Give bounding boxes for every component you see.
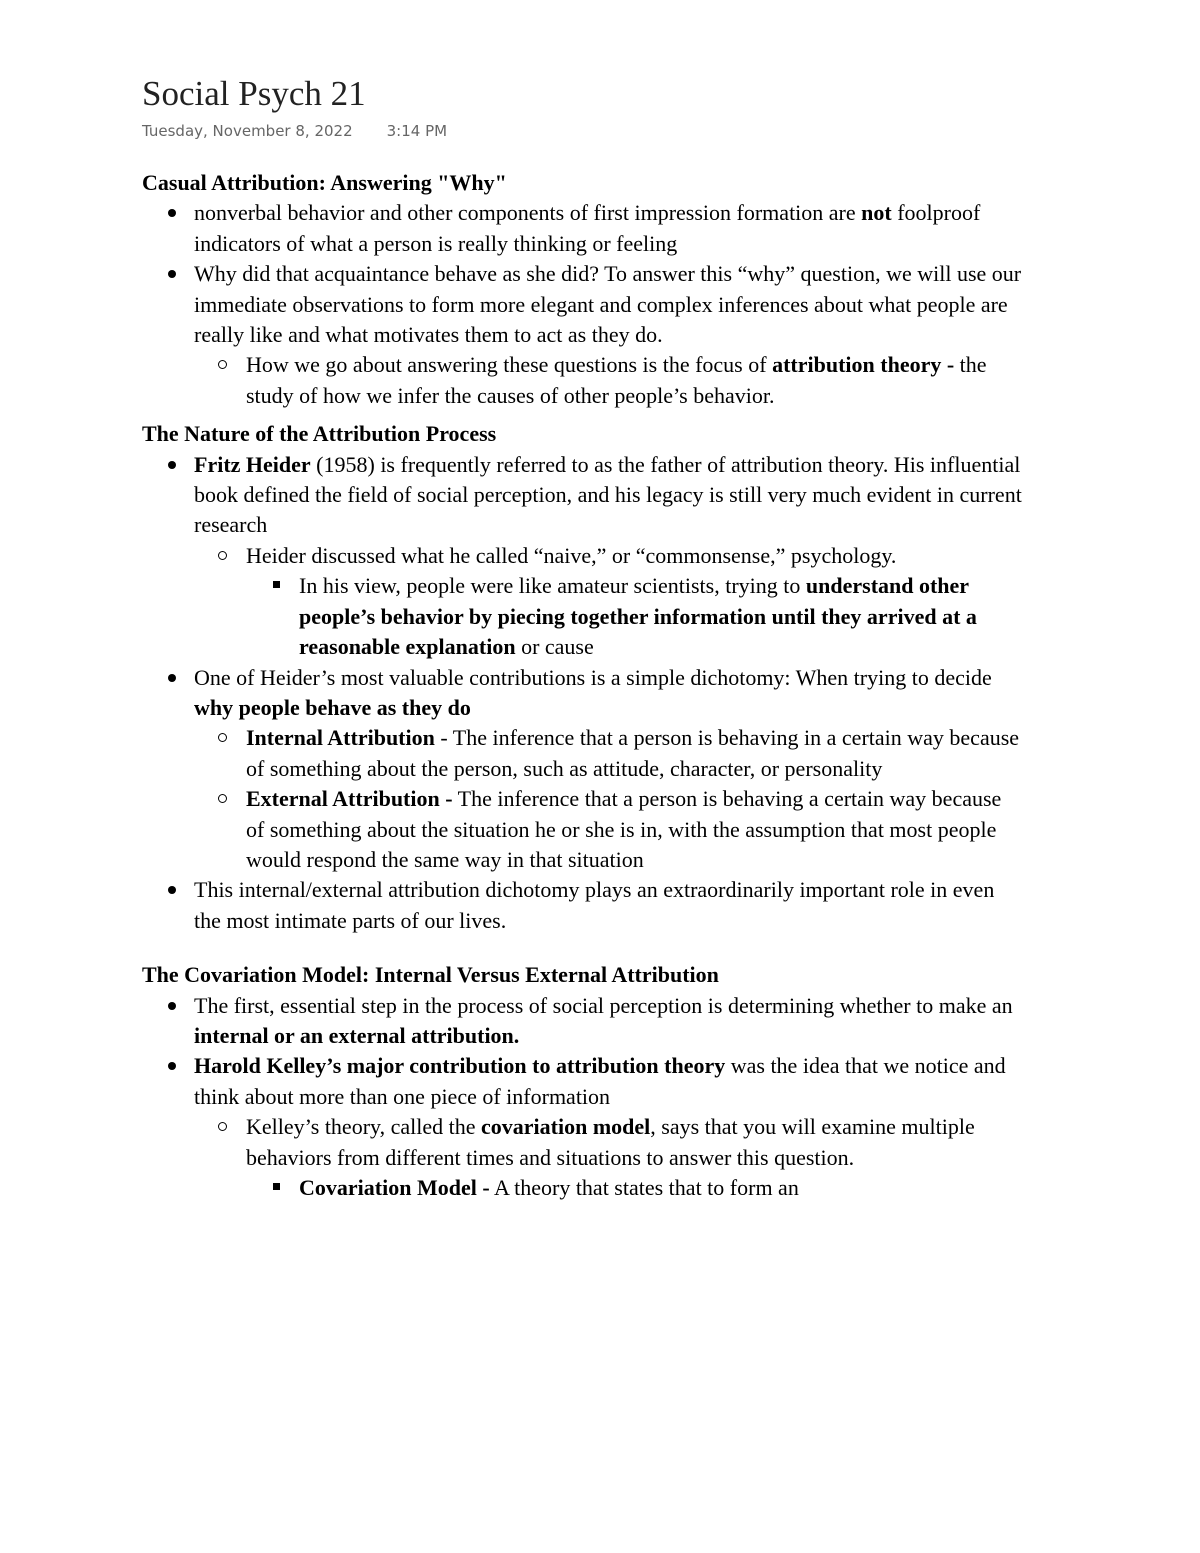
square-bullet-icon <box>273 1183 280 1190</box>
sub-sub-list <box>246 1173 1022 1203</box>
list-item: Why did that acquaintance behave as she did? To answer this “why” question, we will use our immediate observations to form more elegant and complex inferences about what people are really like and what motivates them to act as they do. How we go about answering these questions is the focus of attribution theory - the study of how we infer the causes of other people’s behavior. <box>142 259 1022 411</box>
square-bullet-icon <box>273 581 280 588</box>
sub-list <box>194 723 1022 875</box>
sub-list <box>194 350 1022 411</box>
note-time: 3:14 PM <box>386 122 448 140</box>
list-item: Internal Attribution - The inference that a person is behaving in a certain way because of something about the person, such as attitude, character, or personality <box>194 723 1022 784</box>
list-item: Fritz Heider (1958) is frequently referred to as the father of attribution theory. His influential book defined the field of social perception, and his legacy is still very much evident in current research Heider discussed what he called “naive,” or “commonsense,” psychology. In his view, people were like amateur scientists, trying to understand other people’s behavior by piecing together information until they arrived at a reasonable explanation or cause <box>142 450 1022 663</box>
list-item: nonverbal behavior and other components of first impression formation are not foolproof indicators of what a person is really thinking or feeling <box>142 198 1022 259</box>
list-item: Harold Kelley’s major contribution to attribution theory was the idea that we notice and think about more than one piece of information Kelley’s theory, called the covariation model, says that you will examine multiple behaviors from different times and situations to answer this question. Covariation Model - A theory that states that to form an <box>142 1051 1022 1203</box>
bullet-icon <box>168 886 176 894</box>
bullet-icon <box>168 270 176 278</box>
section-nature-attribution <box>142 419 1022 936</box>
section-heading: The Covariation Model: Internal Versus External Attribution <box>142 962 719 988</box>
hollow-bullet-icon <box>218 733 227 742</box>
list-item: External Attribution - The inference that a person is behaving a certain way because of something about the situation he or she is in, with the assumption that most people would respond the same way in that situation <box>194 784 1022 875</box>
section-heading: Casual Attribution: Answering "Why" <box>142 170 507 195</box>
list-item: In his view, people were like amateur scientists, trying to understand other people’s behavior by piecing together information until they arrived at a reasonable explanation or cause <box>246 571 1022 662</box>
bullet-list <box>142 198 1022 411</box>
list-item: Heider discussed what he called “naive,” or “commonsense,” psychology. In his view, people were like amateur scientists, trying to understand other people’s behavior by piecing together information until they arrived at a reasonable explanation or cause <box>194 541 1022 663</box>
bullet-icon <box>168 1002 176 1010</box>
list-item: Covariation Model - A theory that states that to form an <box>246 1173 1022 1203</box>
sub-sub-list <box>246 571 1022 662</box>
bullet-list <box>142 450 1022 937</box>
hollow-bullet-icon <box>218 360 227 369</box>
bullet-icon <box>168 209 176 217</box>
hollow-bullet-icon <box>218 794 227 803</box>
bullet-icon <box>168 461 176 469</box>
list-item: Kelley’s theory, called the covariation model, says that you will examine multiple behaviors from different times and situations to answer this question. Covariation Model - A theory that states that to form an <box>194 1112 1022 1203</box>
sub-list <box>194 541 1022 663</box>
bullet-icon <box>168 1062 176 1070</box>
hollow-bullet-icon <box>218 551 227 560</box>
note-page <box>142 70 1022 1203</box>
section-casual-attribution <box>142 168 1022 411</box>
bullet-list <box>142 991 1022 1204</box>
list-item: One of Heider’s most valuable contributions is a simple dichotomy: When trying to decide why people behave as they do Internal Attribution - The inference that a person is behaving in a certain way because of something about the person, such as attitude, character, or personality External Attribution - The inference that a person is behaving a certain way because of something about the situation he or she is in, with the assumption that most people would respond the same way in that situation <box>142 663 1022 876</box>
hollow-bullet-icon <box>218 1122 227 1131</box>
section-heading: The Nature of the Attribution Process <box>142 421 497 447</box>
list-item: The first, essential step in the process of social perception is determining whether to make an internal or an external attribution. <box>142 991 1022 1052</box>
list-item: This internal/external attribution dichotomy plays an extraordinarily important role in even the most intimate parts of our lives. <box>142 875 1022 936</box>
list-item: How we go about answering these questions is the focus of attribution theory - the study of how we infer the causes of other people’s behavior. <box>194 350 1022 411</box>
bullet-icon <box>168 674 176 682</box>
note-date: Tuesday, November 8, 2022 <box>142 122 353 140</box>
note-timestamp <box>142 122 1022 144</box>
sub-list <box>194 1112 1022 1203</box>
page-title: Social Psych 21 <box>142 74 366 113</box>
section-covariation-model <box>142 960 1022 1203</box>
